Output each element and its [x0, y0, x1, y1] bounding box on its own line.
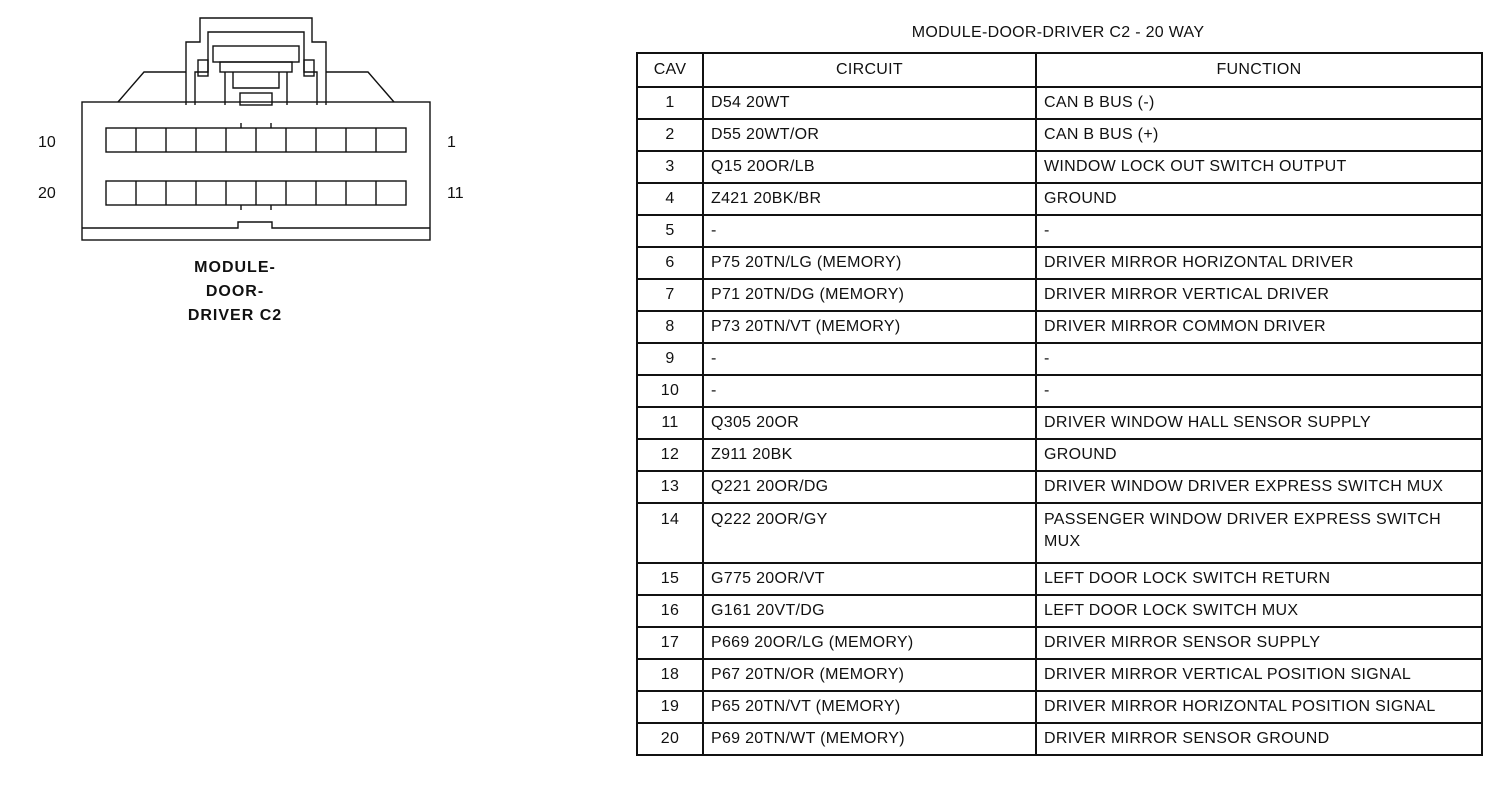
function-cell: DRIVER MIRROR SENSOR GROUND: [1036, 723, 1482, 755]
cav-cell: 19: [637, 691, 703, 723]
table-row: [637, 311, 1482, 343]
cav-cell: 15: [637, 563, 703, 595]
header-circuit: CIRCUIT: [703, 53, 1036, 87]
function-cell: DRIVER MIRROR HORIZONTAL POSITION SIGNAL: [1036, 691, 1482, 723]
cav-cell: 20: [637, 723, 703, 755]
cav-cell: 17: [637, 627, 703, 659]
table-row: [637, 87, 1482, 119]
circuit-cell: -: [703, 375, 1036, 407]
table-row: [637, 659, 1482, 691]
cav-cell: 6: [637, 247, 703, 279]
function-cell: DRIVER MIRROR HORIZONTAL DRIVER: [1036, 247, 1482, 279]
function-cell: DRIVER MIRROR COMMON DRIVER: [1036, 311, 1482, 343]
pinout-table: [636, 52, 1483, 756]
cav-cell: 8: [637, 311, 703, 343]
pin-label-1: 1: [447, 134, 456, 151]
table-row: [637, 503, 1482, 563]
function-cell: PASSENGER WINDOW DRIVER EXPRESS SWITCH MUX: [1036, 503, 1482, 563]
function-cell: -: [1036, 375, 1482, 407]
cav-cell: 12: [637, 439, 703, 471]
cav-cell: 11: [637, 407, 703, 439]
circuit-cell: G161 20VT/DG: [703, 595, 1036, 627]
cav-cell: 16: [637, 595, 703, 627]
header-function: FUNCTION: [1036, 53, 1482, 87]
table-row: [637, 343, 1482, 375]
circuit-cell: G775 20OR/VT: [703, 563, 1036, 595]
cav-cell: 3: [637, 151, 703, 183]
circuit-cell: Z911 20BK: [703, 439, 1036, 471]
circuit-cell: P75 20TN/LG (MEMORY): [703, 247, 1036, 279]
table-row: [637, 247, 1482, 279]
function-cell: CAN B BUS (+): [1036, 119, 1482, 151]
table-row: [637, 691, 1482, 723]
function-cell: -: [1036, 343, 1482, 375]
cav-cell: 1: [637, 87, 703, 119]
cav-cell: 14: [637, 503, 703, 563]
function-cell: DRIVER MIRROR SENSOR SUPPLY: [1036, 627, 1482, 659]
circuit-cell: Z421 20BK/BR: [703, 183, 1036, 215]
table-row: [637, 723, 1482, 755]
function-cell: WINDOW LOCK OUT SWITCH OUTPUT: [1036, 151, 1482, 183]
table-row: [637, 563, 1482, 595]
table-row: [637, 151, 1482, 183]
cav-cell: 10: [637, 375, 703, 407]
table-row: [637, 215, 1482, 247]
pin-label-20: 20: [38, 185, 56, 202]
function-cell: DRIVER MIRROR VERTICAL POSITION SIGNAL: [1036, 659, 1482, 691]
circuit-cell: -: [703, 215, 1036, 247]
pin-label-11: 11: [447, 185, 464, 202]
circuit-cell: P71 20TN/DG (MEMORY): [703, 279, 1036, 311]
table-row: [637, 595, 1482, 627]
circuit-cell: P67 20TN/OR (MEMORY): [703, 659, 1036, 691]
circuit-cell: P73 20TN/VT (MEMORY): [703, 311, 1036, 343]
table-header-row: [637, 53, 1482, 87]
cav-cell: 2: [637, 119, 703, 151]
table-title: MODULE-DOOR-DRIVER C2 - 20 WAY: [911, 24, 1205, 41]
circuit-cell: P69 20TN/WT (MEMORY): [703, 723, 1036, 755]
circuit-cell: Q222 20OR/GY: [703, 503, 1036, 563]
circuit-cell: D54 20WT: [703, 87, 1036, 119]
table-row: [637, 279, 1482, 311]
table-row: [637, 375, 1482, 407]
function-cell: DRIVER WINDOW HALL SENSOR SUPPLY: [1036, 407, 1482, 439]
function-cell: CAN B BUS (-): [1036, 87, 1482, 119]
table-row: [637, 439, 1482, 471]
circuit-cell: Q221 20OR/DG: [703, 471, 1036, 503]
cav-cell: 18: [637, 659, 703, 691]
circuit-cell: P65 20TN/VT (MEMORY): [703, 691, 1036, 723]
function-cell: GROUND: [1036, 439, 1482, 471]
circuit-cell: Q305 20OR: [703, 407, 1036, 439]
connector-name-line-3: DRIVER C2: [187, 307, 283, 324]
table-row: [637, 407, 1482, 439]
cav-cell: 7: [637, 279, 703, 311]
table-row: [637, 627, 1482, 659]
circuit-cell: -: [703, 343, 1036, 375]
connector-name-line-1: MODULE-: [194, 259, 276, 276]
function-cell: LEFT DOOR LOCK SWITCH MUX: [1036, 595, 1482, 627]
cav-cell: 5: [637, 215, 703, 247]
circuit-cell: P669 20OR/LG (MEMORY): [703, 627, 1036, 659]
circuit-cell: D55 20WT/OR: [703, 119, 1036, 151]
function-cell: GROUND: [1036, 183, 1482, 215]
pin-label-10: 10: [38, 134, 56, 151]
connector-name-line-2: DOOR-: [205, 283, 265, 300]
function-cell: -: [1036, 215, 1482, 247]
cav-cell: 13: [637, 471, 703, 503]
table-row: [637, 119, 1482, 151]
function-cell: DRIVER WINDOW DRIVER EXPRESS SWITCH MUX: [1036, 471, 1482, 503]
table-row: [637, 183, 1482, 215]
function-cell: DRIVER MIRROR VERTICAL DRIVER: [1036, 279, 1482, 311]
header-cav: CAV: [637, 53, 703, 87]
cav-cell: 4: [637, 183, 703, 215]
circuit-cell: Q15 20OR/LB: [703, 151, 1036, 183]
function-cell: LEFT DOOR LOCK SWITCH RETURN: [1036, 563, 1482, 595]
table-row: [637, 471, 1482, 503]
cav-cell: 9: [637, 343, 703, 375]
